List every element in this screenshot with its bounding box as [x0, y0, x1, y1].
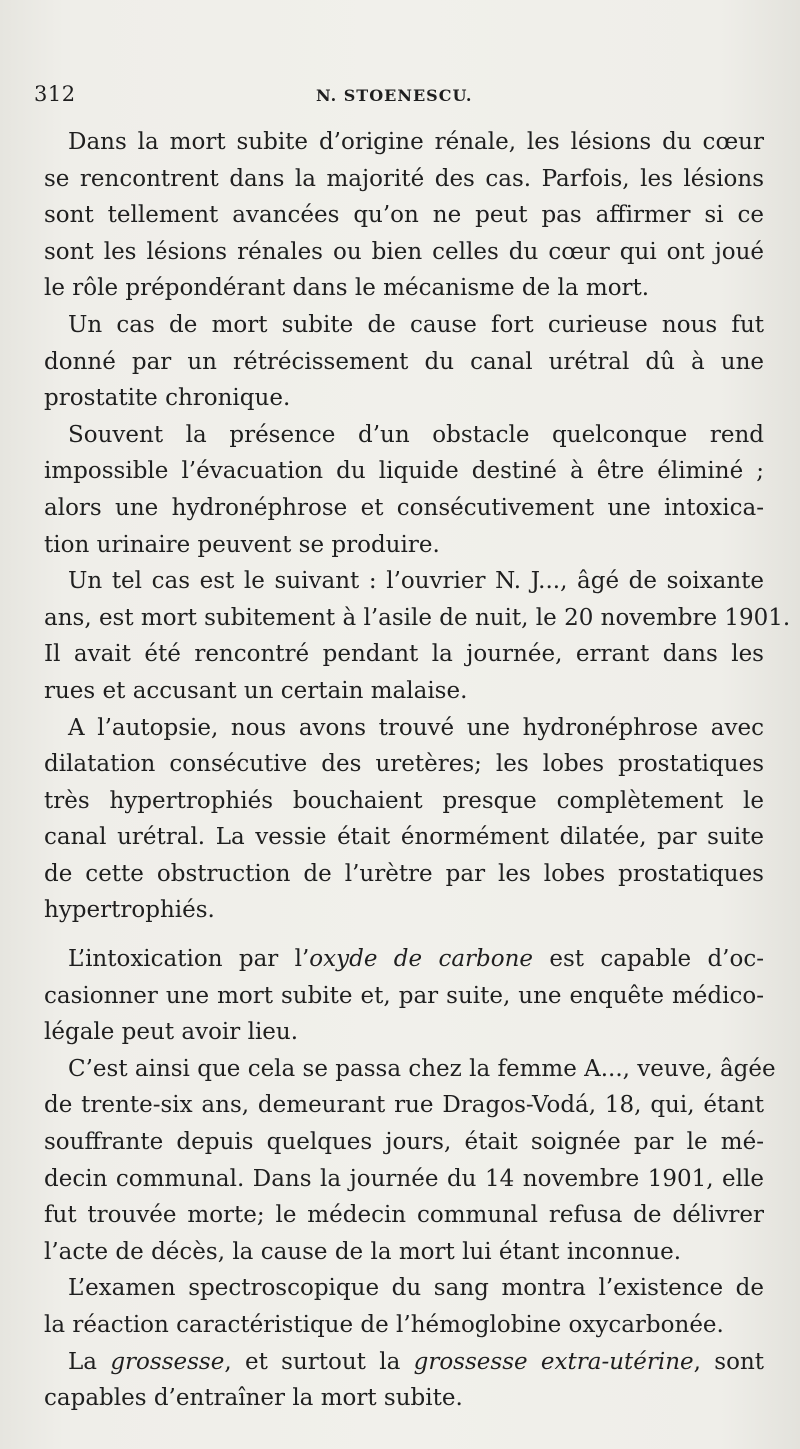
- text-line: ans, est mort subitement à l’asile de nuit, le 20 novembre 1901.: [44, 604, 791, 631]
- text-line: l’acte de décès, la cause de la mort lui étant inconnue.: [44, 1238, 682, 1265]
- text-line: tion urinaire peuvent se produire.: [44, 531, 440, 558]
- section-gap: [44, 929, 764, 941]
- text-line: impossible l’évacuation du liquide destiné à être éliminé ;: [44, 458, 764, 485]
- running-head: N. STOENESCU.: [316, 86, 473, 105]
- text-line: souffrante depuis quelques jours, était soignée par le mé-: [44, 1129, 764, 1156]
- text-line: L’examen spectroscopique du sang montra l’existence de: [68, 1275, 764, 1302]
- text-line: casionner une mort subite et, par suite, une enquête médico-: [44, 982, 764, 1009]
- text-run: , et surtout la: [224, 1348, 401, 1375]
- text-line: sont les lésions rénales ou bien celles du cœur qui ont joué: [44, 238, 764, 265]
- text-line: capables d’entraîner la mort subite.: [44, 1385, 463, 1412]
- text-line: rues et accusant un certain malaise.: [44, 677, 468, 704]
- italic-term: oxyde de carbone: [309, 946, 534, 973]
- text-line: hypertrophiés.: [44, 897, 215, 924]
- text-run: La: [68, 1348, 97, 1375]
- text-line: le rôle prépondérant dans le mécanisme de la mort.: [44, 275, 650, 302]
- italic-term: grossesse: [110, 1348, 225, 1375]
- text-line: dilatation consécutive des uretères; les lobes prostatiques: [44, 751, 764, 778]
- italic-term: grossesse extra-utérine: [413, 1348, 694, 1375]
- text-line: sont tellement avancées qu’on ne peut pas affirmer si ce: [44, 202, 764, 229]
- page-header: [34, 82, 774, 114]
- page-body: [44, 124, 791, 1417]
- text-line: donné par un rétrécissement du canal urétral dû à une: [44, 348, 764, 375]
- text-line: très hypertrophiés bouchaient presque complètement le: [44, 787, 764, 814]
- text-run: est capable d’oc-: [549, 946, 764, 973]
- text-line: se rencontrent dans la majorité des cas. Parfois, les lésions: [44, 165, 764, 192]
- text-line: decin communal. Dans la journée du 14 novembre 1901, elle: [44, 1165, 764, 1192]
- page-number: 312: [34, 82, 76, 106]
- text-line: L’intoxication par l’oxyde de carbone est capable d’oc-: [68, 946, 764, 973]
- text-run: L’intoxication par: [68, 946, 279, 973]
- text-line: A l’autopsie, nous avons trouvé une hydronéphrose avec: [68, 714, 764, 741]
- text-run: , sont: [693, 1348, 765, 1375]
- text-line: Un tel cas est le suivant : l’ouvrier N. J..., âgé de soixante: [68, 568, 764, 595]
- text-line: fut trouvée morte; le médecin communal refusa de délivrer: [44, 1202, 764, 1229]
- text-line: C’est ainsi que cela se passa chez la femme A..., veuve, âgée: [68, 1055, 776, 1082]
- text-line: prostatite chronique.: [44, 385, 291, 412]
- text-line: de trente-six ans, demeurant rue Dragos-Vodá, 18, qui, étant: [44, 1092, 764, 1119]
- text-line: alors une hydronéphrose et consécutivement une intoxica-: [44, 494, 764, 521]
- text-line: légale peut avoir lieu.: [44, 1019, 299, 1046]
- text-line: [44, 1344, 764, 1381]
- text-line: de cette obstruction de l’urètre par les lobes prostatiques: [44, 860, 764, 887]
- text-line: Dans la mort subite d’origine rénale, les lésions du cœur: [68, 129, 764, 155]
- text-line: Il avait été rencontré pendant la journée, errant dans les: [44, 641, 764, 668]
- text-line: Souvent la présence d’un obstacle quelconque rend: [68, 421, 764, 448]
- text-line: canal urétral. La vessie était énormément dilatée, par suite: [44, 824, 764, 851]
- text-line: Un cas de mort subite de cause fort curieuse nous fut: [68, 311, 764, 338]
- text-line: la réaction caractéristique de l’hémoglobine oxycarbonée.: [44, 1312, 724, 1338]
